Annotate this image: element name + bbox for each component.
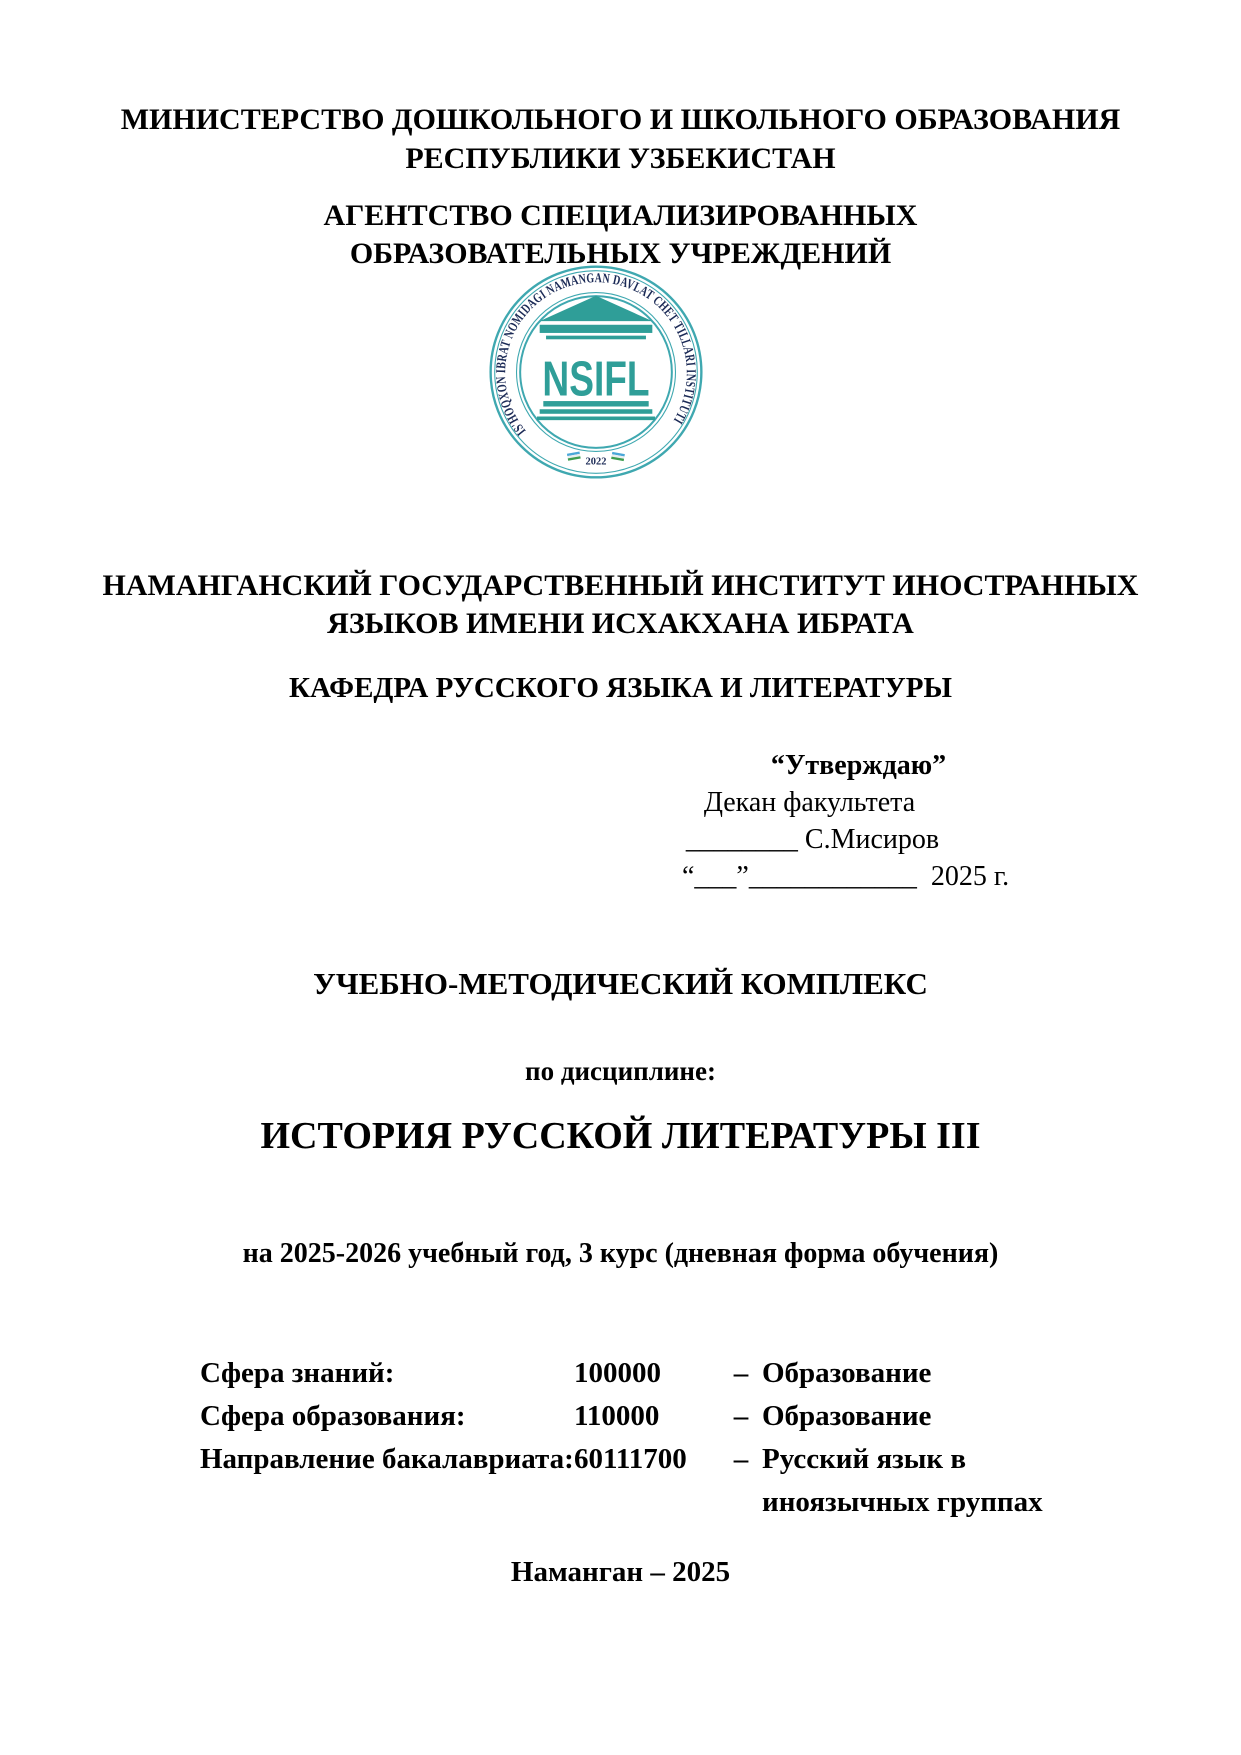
info-label: Направление бакалавриата: xyxy=(200,1443,574,1475)
logo-year: 2022 xyxy=(585,456,606,468)
info-code: 110000 xyxy=(574,1400,660,1432)
info-label: Сфера образования: xyxy=(200,1400,466,1432)
logo-ring-text: IS'HOQXON IBRAT NOMIDAGI NAMANGAN DAVLAT CHET TILLARI INSTITUTI xyxy=(492,270,699,439)
institute-line1: НАМАНГАНСКИЙ ГОСУДАРСТВЕННЫЙ ИНСТИТУТ ИНОСТРАННЫХ xyxy=(102,569,1139,602)
signature-line: ________ С.Мисиров xyxy=(685,824,940,855)
agency-line1: АГЕНТСТВО СПЕЦИАЛИЗИРОВАННЫХ xyxy=(323,199,918,232)
info-label: Сфера знаний: xyxy=(200,1357,395,1389)
city-year-footer: Наманган – 2025 xyxy=(510,1556,731,1588)
department-name: КАФЕДРА РУССКОГО ЯЗЫКА И ЛИТЕРАТУРЫ xyxy=(289,672,952,704)
institute-logo xyxy=(0,263,1241,486)
info-code: 100000 xyxy=(574,1357,661,1389)
flag-icon xyxy=(611,452,625,461)
agency-header xyxy=(0,197,1241,273)
umk-title: УЧЕБНО-МЕТОДИЧЕСКИЙ КОМПЛЕКС xyxy=(313,966,928,1001)
info-value: Образование xyxy=(762,1357,932,1389)
info-value: Русский язык в иноязычных группах xyxy=(762,1443,1043,1518)
logo-acronym: NSIFL xyxy=(541,352,650,407)
date-line: “___”____________ 2025 г. xyxy=(682,861,1010,892)
info-dash: – xyxy=(733,1357,749,1389)
dean-title: Декан факультета xyxy=(703,787,916,818)
info-value: Образование xyxy=(762,1400,932,1432)
approve-label: “Утверждаю” xyxy=(770,750,947,781)
flag-icon xyxy=(566,452,580,461)
founding-year xyxy=(566,452,624,468)
info-code: 60111700 xyxy=(574,1443,687,1475)
approval-block xyxy=(662,747,1010,895)
discipline-label: по дисциплине: xyxy=(525,1056,716,1086)
course-title: ИСТОРИЯ РУССКОЙ ЛИТЕРАТУРЫ III xyxy=(260,1115,981,1157)
academic-year-line: на 2025-2026 учебный год, 3 курс (дневная форма обучения) xyxy=(242,1238,999,1269)
ministry-header xyxy=(0,100,1241,178)
info-table xyxy=(200,1352,1047,1524)
institute-seal-icon xyxy=(487,263,705,481)
info-dash: – xyxy=(733,1443,749,1475)
institute-name xyxy=(0,567,1241,643)
ministry-line2: РЕСПУБЛИКИ УЗБЕКИСТАН xyxy=(405,142,836,175)
info-dash: – xyxy=(733,1400,749,1432)
agency-line2: ОБРАЗОВАТЕЛЬНЫХ УЧРЕЖДЕНИЙ xyxy=(349,237,892,270)
ministry-line1: МИНИСТЕРСТВО ДОШКОЛЬНОГО И ШКОЛЬНОГО ОБРАЗОВАНИЯ xyxy=(120,103,1121,136)
institute-line2: ЯЗЫКОВ ИМЕНИ ИСХАКХАНА ИБРАТА xyxy=(327,607,914,640)
